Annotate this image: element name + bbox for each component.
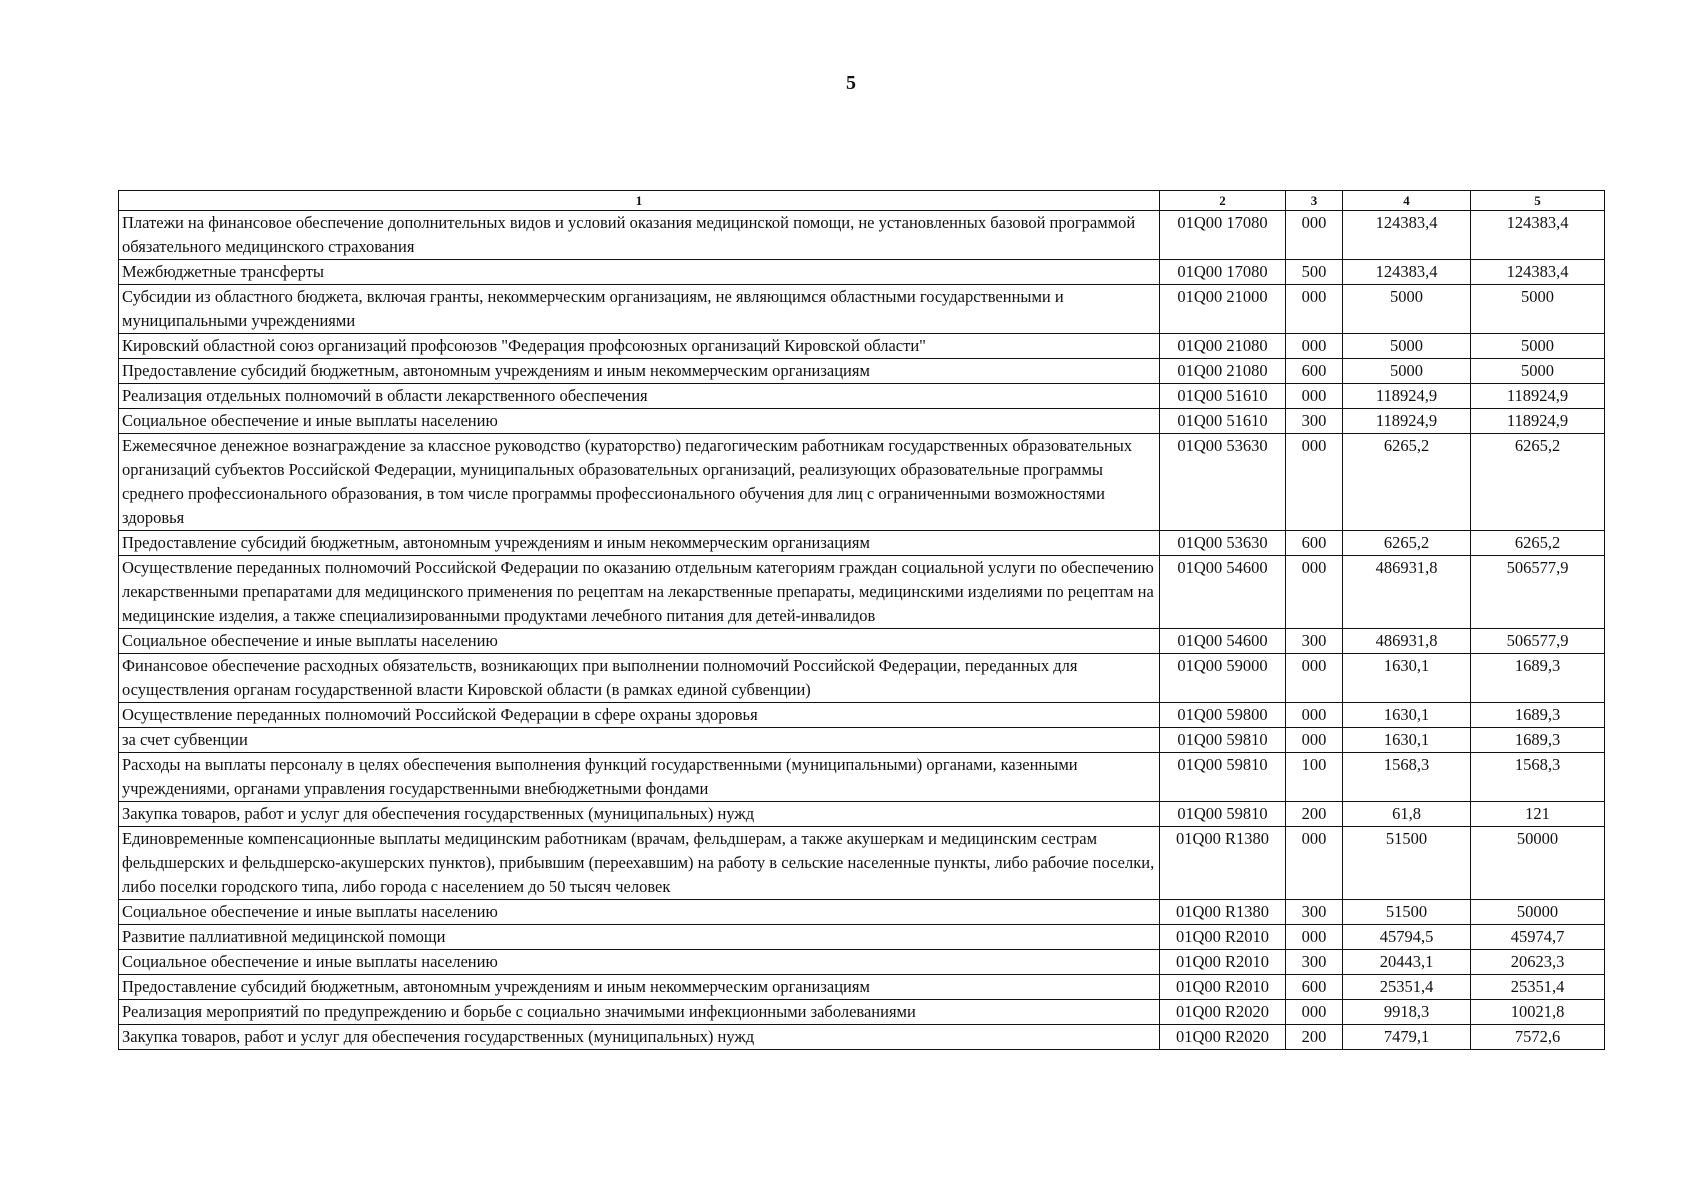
amount-year1-cell: 486931,8: [1343, 629, 1471, 654]
expense-type-cell: 200: [1286, 802, 1343, 827]
expense-name-cell: Расходы на выплаты персоналу в целях обеспечения выполнения функций государственными (муниципальными) органами, казенными учреждениями, органами управления государственными внебюджетными фондами: [119, 753, 1160, 802]
budget-code-cell: 01Q00 59810: [1160, 802, 1286, 827]
expense-name-cell: Единовременные компенсационные выплаты медицинским работникам (врачам, фельдшерам, а также акушеркам и медицинским сестрам фельдшерских и фельдшерско-акушерских пунктов), прибывшим (переехавшим) на работу в сельские населенные пункты, либо рабочие поселки, либо поселки городского типа, либо города с населением до 50 тысяч человек: [119, 827, 1160, 900]
expense-name-cell: Социальное обеспечение и иные выплаты населению: [119, 950, 1160, 975]
table-row: [119, 654, 1605, 703]
table-row: [119, 753, 1605, 802]
table-header-row: [119, 191, 1605, 211]
expense-name-cell: Реализация отдельных полномочий в области лекарственного обеспечения: [119, 384, 1160, 409]
expense-type-cell: 500: [1286, 260, 1343, 285]
amount-year1-cell: 124383,4: [1343, 211, 1471, 260]
expense-type-cell: 300: [1286, 900, 1343, 925]
expense-type-cell: 000: [1286, 827, 1343, 900]
table-row: [119, 703, 1605, 728]
expense-name-cell: Финансовое обеспечение расходных обязательств, возникающих при выполнении полномочий Российской Федерации, переданных для осуществления органам государственной власти Кировской области (в рамках единой субвенции): [119, 654, 1160, 703]
amount-year1-cell: 118924,9: [1343, 409, 1471, 434]
amount-year2-cell: 118924,9: [1471, 384, 1605, 409]
table-row: [119, 827, 1605, 900]
expense-name-cell: Развитие паллиативной медицинской помощи: [119, 925, 1160, 950]
table-row: [119, 384, 1605, 409]
amount-year2-cell: 45974,7: [1471, 925, 1605, 950]
budget-code-cell: 01Q00 54600: [1160, 556, 1286, 629]
budget-code-cell: 01Q00 51610: [1160, 409, 1286, 434]
table-row: [119, 260, 1605, 285]
budget-table: [118, 190, 1605, 1050]
column-header: 3: [1286, 191, 1343, 211]
budget-code-cell: 01Q00 R2020: [1160, 1000, 1286, 1025]
budget-code-cell: 01Q00 17080: [1160, 211, 1286, 260]
budget-code-cell: 01Q00 59810: [1160, 753, 1286, 802]
expense-name-cell: Осуществление переданных полномочий Российской Федерации по оказанию отдельным категориям граждан социальной услуги по обеспечению лекарственными препаратами для медицинского применения по рецептам на лекарственные препараты, медицинскими изделиями по рецептам на медицинские изделия, а также специализированными продуктами лечебного питания для детей-инвалидов: [119, 556, 1160, 629]
amount-year2-cell: 124383,4: [1471, 211, 1605, 260]
expense-name-cell: Кировский областной союз организаций профсоюзов "Федерация профсоюзных организаций Кировской области": [119, 334, 1160, 359]
budget-code-cell: 01Q00 R2020: [1160, 1025, 1286, 1050]
amount-year2-cell: 1689,3: [1471, 654, 1605, 703]
expense-type-cell: 300: [1286, 629, 1343, 654]
column-header: 5: [1471, 191, 1605, 211]
amount-year2-cell: 121: [1471, 802, 1605, 827]
table-row: [119, 925, 1605, 950]
table-row: [119, 975, 1605, 1000]
amount-year1-cell: 7479,1: [1343, 1025, 1471, 1050]
table-row: [119, 334, 1605, 359]
expense-type-cell: 600: [1286, 531, 1343, 556]
amount-year1-cell: 1568,3: [1343, 753, 1471, 802]
table-row: [119, 728, 1605, 753]
amount-year1-cell: 1630,1: [1343, 654, 1471, 703]
amount-year2-cell: 124383,4: [1471, 260, 1605, 285]
amount-year2-cell: 118924,9: [1471, 409, 1605, 434]
budget-code-cell: 01Q00 59810: [1160, 728, 1286, 753]
page-number: 5: [846, 72, 856, 94]
expense-type-cell: 000: [1286, 556, 1343, 629]
amount-year2-cell: 20623,3: [1471, 950, 1605, 975]
expense-type-cell: 200: [1286, 1025, 1343, 1050]
expense-type-cell: 000: [1286, 654, 1343, 703]
budget-code-cell: 01Q00 51610: [1160, 384, 1286, 409]
amount-year2-cell: 5000: [1471, 359, 1605, 384]
expense-name-cell: Платежи на финансовое обеспечение дополнительных видов и условий оказания медицинской помощи, не установленных базовой программой обязательного медицинского страхования: [119, 211, 1160, 260]
expense-name-cell: Социальное обеспечение и иные выплаты населению: [119, 629, 1160, 654]
budget-code-cell: 01Q00 R1380: [1160, 900, 1286, 925]
amount-year2-cell: 1689,3: [1471, 703, 1605, 728]
expense-name-cell: Закупка товаров, работ и услуг для обеспечения государственных (муниципальных) нужд: [119, 1025, 1160, 1050]
expense-name-cell: Социальное обеспечение и иные выплаты населению: [119, 900, 1160, 925]
table-row: [119, 1025, 1605, 1050]
amount-year1-cell: 124383,4: [1343, 260, 1471, 285]
amount-year1-cell: 25351,4: [1343, 975, 1471, 1000]
expense-type-cell: 000: [1286, 334, 1343, 359]
amount-year2-cell: 6265,2: [1471, 434, 1605, 531]
amount-year2-cell: 506577,9: [1471, 556, 1605, 629]
expense-name-cell: Предоставление субсидий бюджетным, автономным учреждениям и иным некоммерческим организациям: [119, 359, 1160, 384]
amount-year1-cell: 118924,9: [1343, 384, 1471, 409]
expense-type-cell: 000: [1286, 384, 1343, 409]
amount-year2-cell: 10021,8: [1471, 1000, 1605, 1025]
amount-year1-cell: 20443,1: [1343, 950, 1471, 975]
budget-code-cell: 01Q00 21080: [1160, 359, 1286, 384]
expense-name-cell: Реализация мероприятий по предупреждению и борьбе с социально значимыми инфекционными заболеваниями: [119, 1000, 1160, 1025]
expense-name-cell: Ежемесячное денежное вознаграждение за классное руководство (кураторство) педагогическим работникам государственных образовательных организаций субъектов Российской Федерации, муниципальных образовательных организаций, реализующих образовательные программы среднего профессионального образования, в том числе программы профессионального обучения для лиц с ограниченными возможностями здоровья: [119, 434, 1160, 531]
budget-code-cell: 01Q00 54600: [1160, 629, 1286, 654]
amount-year2-cell: 5000: [1471, 285, 1605, 334]
amount-year2-cell: 1689,3: [1471, 728, 1605, 753]
expense-name-cell: Субсидии из областного бюджета, включая гранты, некоммерческим организациям, не являющимся областными государственными и муниципальными учреждениями: [119, 285, 1160, 334]
budget-code-cell: 01Q00 17080: [1160, 260, 1286, 285]
table-row: [119, 531, 1605, 556]
amount-year1-cell: 9918,3: [1343, 1000, 1471, 1025]
amount-year2-cell: 5000: [1471, 334, 1605, 359]
table-row: [119, 409, 1605, 434]
budget-code-cell: 01Q00 R2010: [1160, 925, 1286, 950]
table-row: [119, 1000, 1605, 1025]
expense-name-cell: Межбюджетные трансферты: [119, 260, 1160, 285]
column-header: 2: [1160, 191, 1286, 211]
expense-type-cell: 000: [1286, 703, 1343, 728]
amount-year1-cell: 51500: [1343, 900, 1471, 925]
expense-type-cell: 600: [1286, 975, 1343, 1000]
table-row: [119, 285, 1605, 334]
budget-code-cell: 01Q00 R2010: [1160, 950, 1286, 975]
budget-code-cell: 01Q00 21000: [1160, 285, 1286, 334]
expense-name-cell: Предоставление субсидий бюджетным, автономным учреждениям и иным некоммерческим организациям: [119, 531, 1160, 556]
amount-year1-cell: 5000: [1343, 359, 1471, 384]
amount-year2-cell: 25351,4: [1471, 975, 1605, 1000]
budget-code-cell: 01Q00 R1380: [1160, 827, 1286, 900]
expense-type-cell: 000: [1286, 925, 1343, 950]
expense-type-cell: 100: [1286, 753, 1343, 802]
amount-year1-cell: 486931,8: [1343, 556, 1471, 629]
table-row: [119, 434, 1605, 531]
amount-year2-cell: 50000: [1471, 827, 1605, 900]
expense-name-cell: за счет субвенции: [119, 728, 1160, 753]
expense-type-cell: 000: [1286, 1000, 1343, 1025]
expense-type-cell: 000: [1286, 728, 1343, 753]
table-row: [119, 950, 1605, 975]
amount-year1-cell: 6265,2: [1343, 434, 1471, 531]
expense-type-cell: 600: [1286, 359, 1343, 384]
budget-code-cell: 01Q00 53630: [1160, 531, 1286, 556]
table-row: [119, 629, 1605, 654]
expense-type-cell: 000: [1286, 211, 1343, 260]
budget-code-cell: 01Q00 21080: [1160, 334, 1286, 359]
table-row: [119, 211, 1605, 260]
column-header: 4: [1343, 191, 1471, 211]
amount-year1-cell: 61,8: [1343, 802, 1471, 827]
amount-year1-cell: 5000: [1343, 334, 1471, 359]
amount-year2-cell: 506577,9: [1471, 629, 1605, 654]
amount-year2-cell: 1568,3: [1471, 753, 1605, 802]
table-row: [119, 359, 1605, 384]
expense-name-cell: Закупка товаров, работ и услуг для обеспечения государственных (муниципальных) нужд: [119, 802, 1160, 827]
table-row: [119, 556, 1605, 629]
amount-year1-cell: 1630,1: [1343, 728, 1471, 753]
budget-code-cell: 01Q00 59800: [1160, 703, 1286, 728]
budget-code-cell: 01Q00 53630: [1160, 434, 1286, 531]
amount-year1-cell: 45794,5: [1343, 925, 1471, 950]
amount-year2-cell: 7572,6: [1471, 1025, 1605, 1050]
table-row: [119, 802, 1605, 827]
amount-year1-cell: 6265,2: [1343, 531, 1471, 556]
expense-type-cell: 000: [1286, 285, 1343, 334]
budget-code-cell: 01Q00 R2010: [1160, 975, 1286, 1000]
expense-name-cell: Предоставление субсидий бюджетным, автономным учреждениям и иным некоммерческим организациям: [119, 975, 1160, 1000]
budget-code-cell: 01Q00 59000: [1160, 654, 1286, 703]
expense-name-cell: Социальное обеспечение и иные выплаты населению: [119, 409, 1160, 434]
expense-type-cell: 300: [1286, 409, 1343, 434]
table-row: [119, 900, 1605, 925]
expense-name-cell: Осуществление переданных полномочий Российской Федерации в сфере охраны здоровья: [119, 703, 1160, 728]
expense-type-cell: 000: [1286, 434, 1343, 531]
amount-year2-cell: 50000: [1471, 900, 1605, 925]
amount-year1-cell: 51500: [1343, 827, 1471, 900]
expense-type-cell: 300: [1286, 950, 1343, 975]
amount-year2-cell: 6265,2: [1471, 531, 1605, 556]
column-header: 1: [119, 191, 1160, 211]
amount-year1-cell: 5000: [1343, 285, 1471, 334]
table-body: [119, 211, 1605, 1050]
amount-year1-cell: 1630,1: [1343, 703, 1471, 728]
